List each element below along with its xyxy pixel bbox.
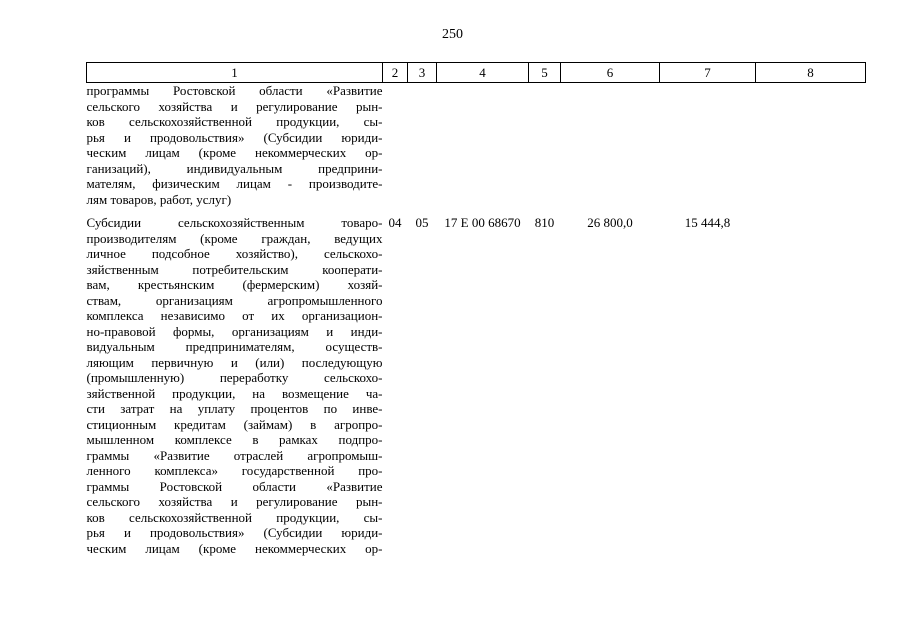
cell-col3	[408, 83, 437, 216]
description-line: ствам, организациям агропромышленного	[86, 292, 383, 308]
description-line: мышленном комплексе в рамках подпро-	[86, 432, 383, 447]
header-row	[87, 63, 866, 83]
row-description	[87, 215, 383, 556]
description-line: ленного комплекса» государственной про-	[86, 463, 383, 478]
description-line: мателям, физическим лицам - производите-	[86, 176, 383, 191]
description-line: стиционным кредитам (займам) в агропро-	[86, 416, 383, 432]
description-line: рья и продовольствия» (Субсидии юриди-	[86, 525, 383, 540]
column-header-4: 4	[437, 63, 529, 83]
description-line: сельского хозяйства и регулирование рын-	[86, 494, 383, 509]
description-line: но-правовой формы, организациям и инди-	[86, 323, 383, 339]
description-line: рья и продовольствия» (Субсидии юриди-	[86, 129, 383, 145]
description-line: ков сельскохозяйственной продукции, сы-	[86, 114, 383, 129]
column-header-7: 7	[660, 63, 756, 83]
column-header-5: 5	[529, 63, 561, 83]
description-line: личное подсобное хозяйство), сельскохо-	[86, 246, 383, 261]
description-line: сти затрат на уплату процентов по инве-	[86, 401, 383, 416]
cell-col5	[529, 83, 561, 216]
cell-col6: 26 800,0	[587, 215, 633, 230]
cell-col8	[756, 215, 866, 556]
cell-col7	[660, 83, 756, 216]
cell-col6	[561, 83, 660, 216]
table-row	[87, 215, 866, 556]
column-header-3: 3	[408, 63, 437, 83]
description-line: ков сельскохозяйственной продукции, сы-	[86, 509, 383, 525]
cell-col2	[383, 83, 408, 216]
column-header-8: 8	[756, 63, 866, 83]
description-line: производителям (кроме граждан, ведущих	[86, 230, 383, 246]
column-header-6: 6	[561, 63, 660, 83]
description-line: Субсидии сельскохозяйственным товаро-	[86, 215, 383, 230]
row-description	[87, 83, 383, 216]
cell-col4	[437, 83, 529, 216]
description-line: сельского хозяйства и регулирование рын-	[86, 98, 383, 114]
cell-col2: 04	[388, 215, 402, 230]
description-line: лям товаров, работ, услуг)	[86, 191, 232, 207]
description-line: зяйственной продукции, на возмещение ча-	[86, 385, 383, 401]
budget-table	[86, 62, 866, 556]
description-line: (промышленную) переработку сельскохо-	[86, 370, 383, 385]
cell-col5: 810	[534, 215, 555, 230]
cell-col3: 05	[415, 215, 429, 230]
table-row	[87, 83, 866, 216]
description-line: ческим лицам (кроме некоммерческих ор-	[86, 540, 383, 556]
description-line: видуальным предпринимателям, осуществ-	[86, 339, 383, 354]
description-line: граммы Ростовской области «Развитие	[86, 478, 383, 494]
description-line: ляющим первичную и (или) последующую	[86, 354, 383, 370]
cell-col8	[756, 83, 866, 216]
description-line: программы Ростовской области «Развитие	[86, 83, 383, 98]
description-line: граммы «Развитие отраслей агропромыш-	[86, 447, 383, 463]
column-header-2: 2	[383, 63, 408, 83]
description-line: ганизаций), индивидуальным предприни-	[86, 160, 383, 176]
description-line: ческим лицам (кроме некоммерческих ор-	[86, 145, 383, 160]
column-header-1: 1	[87, 63, 383, 83]
description-line: вам, крестьянским (фермерским) хозяй-	[86, 277, 383, 292]
page-number: 250	[442, 27, 463, 42]
description-line: зяйственным потребительским кооперати-	[86, 261, 383, 277]
cell-col7: 15 444,8	[684, 215, 731, 230]
cell-col4: 17 Е 00 68670	[444, 215, 521, 230]
description-line: комплекса независимо от их организацион-	[86, 308, 383, 323]
